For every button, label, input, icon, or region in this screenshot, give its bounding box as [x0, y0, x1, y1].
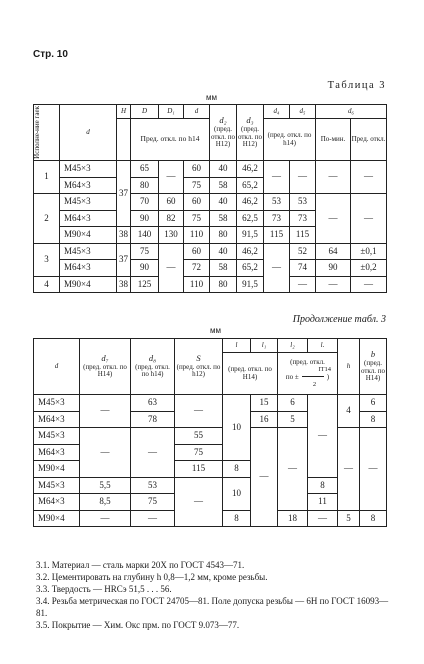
- table-3: [33, 104, 387, 293]
- table-row: M90×4 38 140 130 110 80 91,5 115 115: [34, 227, 387, 244]
- table-row: 1 M45×3 37 65 — 60 40 46,2 — — — —: [34, 161, 387, 178]
- header-H-empty: [117, 119, 131, 161]
- header-d4: d₄: [264, 105, 290, 119]
- table-row: M45×3 — 63 — 10 15 6 — 4 6: [34, 395, 387, 412]
- unit-label: мм: [206, 93, 217, 102]
- table-row: M64×3 8,5 75 11: [34, 494, 387, 511]
- note-3-2: 3.2. Цементировать на глубину h 0,8—1,2 мм, кроме резьбы.: [36, 571, 268, 582]
- header2-l-note: (пред. откл. по H14): [223, 353, 278, 395]
- header-d-inner: d: [184, 105, 210, 119]
- header2-S: S (пред. откл. по h12): [175, 339, 223, 395]
- table-title: Таблица 3: [327, 80, 386, 91]
- header-d6-dev: Пред. откл.: [351, 119, 387, 161]
- note-3-4: 3.4. Резьба метрическая по ГОСТ 24705—81. Поле допуска резьбы — 6H по ГОСТ 16093—81.: [36, 595, 389, 618]
- table-3-continuation: [33, 338, 387, 527]
- table-row: 4 M90×4 38 125 110 80 91,5 — — —: [34, 276, 387, 293]
- note-3-5: 3.5. Покрытие — Хим. Окс прм. по ГОСТ 9.073—77.: [36, 619, 240, 630]
- table-row: M45×3 5,5 53 — 10 8: [34, 477, 387, 494]
- header2-d8: d₈ (пред. откл. по h14): [131, 339, 175, 395]
- header-d6: d₆: [316, 105, 387, 119]
- header2-d: d: [34, 339, 80, 395]
- table-row: 3 M45×3 37 75 — 60 40 46,2 — 52 64 ±0,1: [34, 243, 387, 260]
- header2-l1: l₁: [251, 339, 278, 353]
- header2-l-dot: l.: [308, 339, 338, 353]
- header-H: H: [117, 105, 131, 119]
- header-d6-nom: По-мин.: [316, 119, 351, 161]
- table-row: M64×3 90 82 75 58 62,5 73 73: [34, 210, 387, 227]
- header-d2: d₂ (пред. откл. по H12): [210, 105, 237, 161]
- header2-l: l: [223, 339, 251, 353]
- table-row: M90×4 115 8: [34, 461, 387, 478]
- page-number: Стр. 10: [33, 49, 68, 60]
- table-row: M64×3 90 72 58 65,2 74 90 ±0,2: [34, 260, 387, 277]
- continuation-title: Продолжение табл. 3: [292, 314, 386, 325]
- header-d5: d₅: [290, 105, 316, 119]
- note-3-1: 3.1. Материал — сталь марки 20Х по ГОСТ 4543—71.: [36, 560, 245, 570]
- header-version: Исполне-ние гаек: [34, 105, 60, 161]
- table-row: M45×3 — — 55 — — — —: [34, 428, 387, 445]
- header2-l2: l₂: [278, 339, 308, 353]
- header2-d7: d₇ (пред. откл. по H14): [80, 339, 131, 395]
- header2-b: b (пред. откл. по H14): [360, 339, 387, 395]
- table-row: M64×3 78 16 5 8: [34, 411, 387, 428]
- unit-label-2: мм: [210, 326, 221, 335]
- header2-l2-note: (пред. откл. IT14 по ± ) 2: [278, 353, 338, 395]
- header2-h: h: [338, 339, 360, 395]
- header-d45-note: (пред. откл. по h14): [264, 119, 316, 161]
- header-D: D: [131, 105, 159, 119]
- table-row: M64×3 80 75 58 65,2: [34, 177, 387, 194]
- notes: [36, 560, 396, 632]
- note-3-3: 3.3. Твердость — HRCэ 51,5 . . . 56.: [36, 583, 172, 594]
- table-row: 2 M45×3 70 60 60 40 46,2 53 53 — —: [34, 194, 387, 211]
- header-d3: d₃ (пред. откл. по H12): [237, 105, 264, 161]
- header-d: d: [60, 105, 117, 161]
- table-row: M64×3 75: [34, 444, 387, 461]
- header-D1: D₁: [159, 105, 184, 119]
- header-D-group: Пред. откл. по h14: [131, 119, 210, 161]
- table-row: M90×4 — — 8 18 — 5 8: [34, 510, 387, 527]
